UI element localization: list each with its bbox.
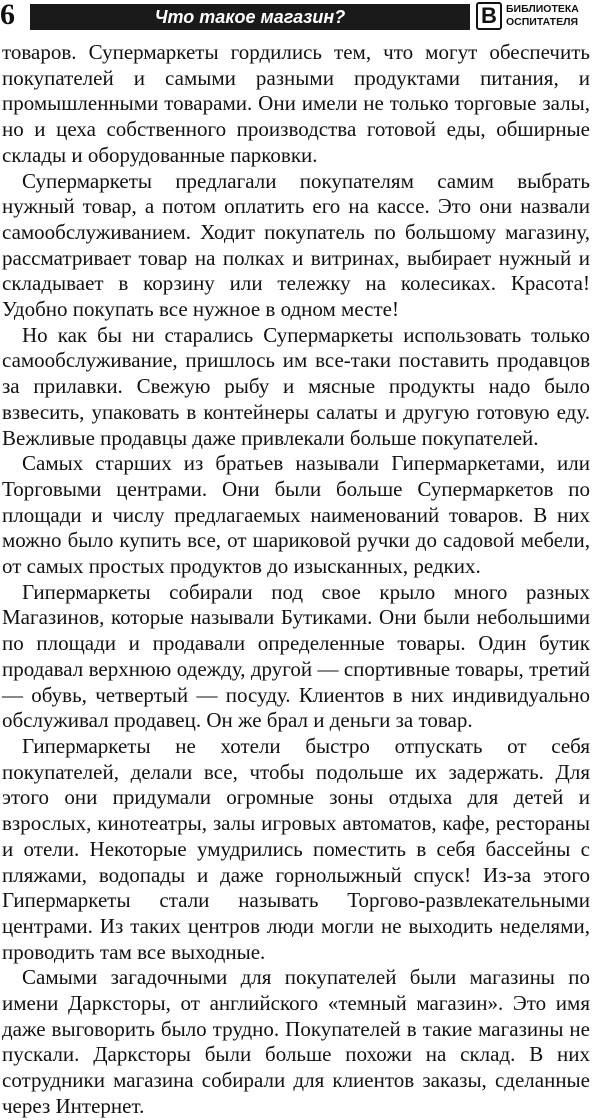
paragraph: товаров. Супермаркеты гордились тем, что могут обеспечить покупателей и самыми разными продуктами питания, и промышленными товарами. Они имели не только торговые залы, но и цеха собственного производства готовой еды, обширные склады и оборудованные парковки. (2, 40, 590, 167)
paragraph: Самых старших из братьев называли Гипермаркетами, или Торговыми центрами. Они были больше Супермаркетов по площади и числу предлагаемых наименований товаров. В них можно было купить все, от шариковой ручки до садовой мебели, от самых простых продуктов до изысканных, редких. (2, 451, 590, 579)
series-logo-line-2: ОСПИТАТЕЛЯ (506, 16, 578, 28)
series-logo-text (506, 3, 592, 29)
paragraph: Самыми загадочными для покупателей были магазины по имени Даркcторы, от английского «темный магазин». Это имя даже выговорить было трудно. Покупателей в такие магазины не пускали. Даркcторы были больше похожи на склад. В них сотрудники магазина собирали для клиентов заказы, сделанные через Интернет. (2, 965, 590, 1118)
series-logo-line-1: БИБЛИОТЕКА (506, 3, 579, 15)
page-header (0, 0, 592, 34)
running-title: Что такое магазин? (154, 7, 346, 27)
page-body (2, 40, 590, 1118)
paragraph: Гипермаркеты собирали под свое крыло много разных Магазинов, которые называли Бутиками. Они были небольшими по площади и продавали определенные товары. Один бутик продавал верхнюю одежду, другой — спортивные товары, третий — обувь, четвертый — посуду. Клиентов в них индивидуально обслуживал продавец. Он же брал и деньги за товар. (2, 579, 590, 733)
running-title-bar (30, 4, 470, 30)
paragraph: Гипермаркеты не хотели быстро отпускать от себя покупателей, делали все, чтобы подольше их задержать. Для этого они придумали огромные зоны отдыха для детей и взрослых, кинотеатры, залы игровых автоматов, кафе, рестораны и отели. Некоторые умудрились поместить в себя бассейны с пляжами, водопады и даже горнолыжный спуск! Из-за этого Гипермаркеты стали называть Торгово-развлекательными центрами. Из таких центров люди могли не выходить неделями, проводить там все выходные. (2, 733, 590, 964)
series-logo (476, 2, 592, 32)
paragraph: Супермаркеты предлагали покупателям самим выбрать нужный товар, а потом оплатить его на кассе. Это они назвали самообслуживанием. Ходит покупатель по большому магазину, рассматривает товар на полках и витринах, выбирает нужный и складывает в корзину или тележку на колесиках. Красота! Удобно покупать все нужное в одном месте! (2, 168, 590, 322)
series-logo-icon: B (476, 2, 502, 30)
paragraph: Но как бы ни старались Супермаркеты использовать только самообслуживание, пришлось им все-таки поставить продавцов за прилавки. Свежую рыбу и мясные продукты надо было взвесить, упаковать в контейнеры салаты и другую готовую еду. Вежливые продавцы даже привлекали больше покупателей. (2, 322, 590, 450)
page-number: 6 (0, 0, 15, 31)
